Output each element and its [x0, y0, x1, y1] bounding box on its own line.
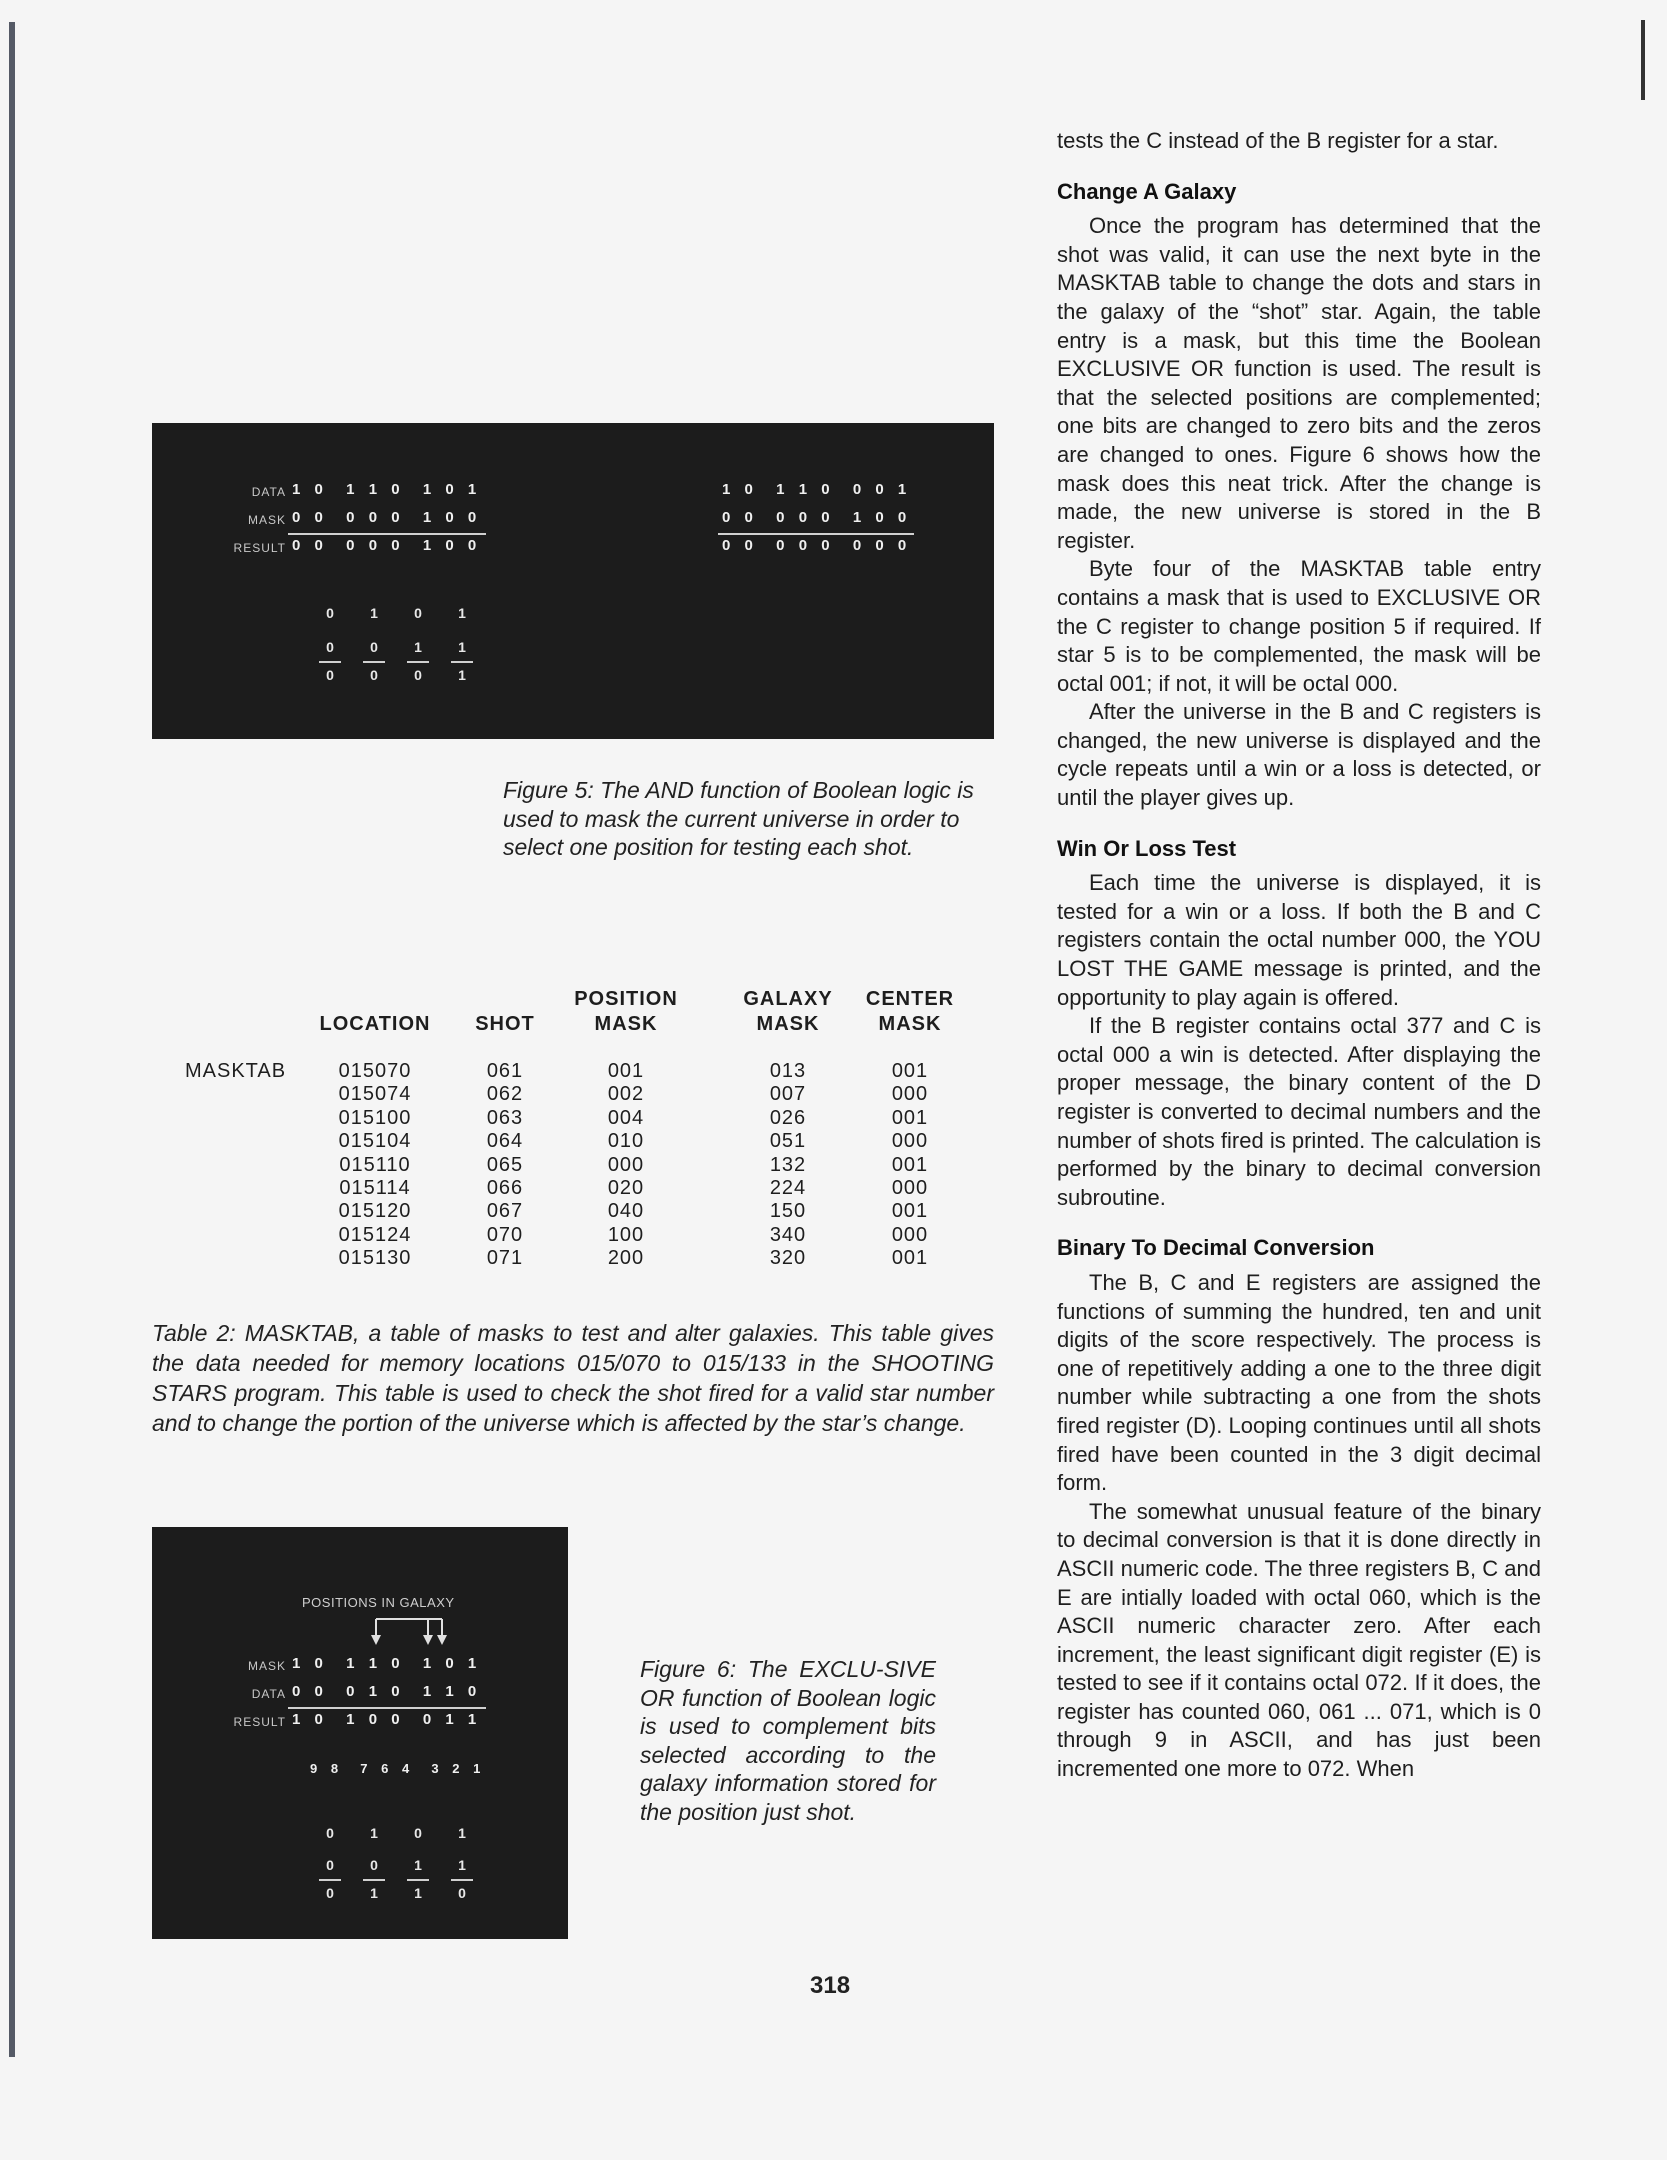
- table-cell-center: 000: [891, 1177, 929, 1199]
- table-cell-position: 020: [607, 1177, 645, 1199]
- table-cell-position: 004: [607, 1106, 645, 1129]
- table-cell-galaxy: 026: [769, 1106, 807, 1129]
- fig6-truth-r3c3: 1: [414, 1885, 422, 1901]
- fig5-truth-r3c2: 0: [370, 667, 378, 683]
- table-cell-galaxy: 132: [769, 1153, 807, 1176]
- fig5-truth-r2c4: 1: [458, 639, 466, 655]
- fig5-truth-r1c4: 1: [458, 605, 466, 621]
- header-center-top: CENTER: [865, 988, 955, 1010]
- fig5-result-bits-right: 0 0 0 0 0 0 0 0: [722, 537, 912, 554]
- fig6-label-data: DATA: [251, 1687, 286, 1701]
- fig6-truth-r2c4: 1: [458, 1857, 466, 1873]
- binary-decimal-paragraph-1: The B, C and E registers are assigned the functions of summing the hundred, ten and unit digits of the score respectively. The process is one of repetitively adding a one to the three digit number while subtracting a one from the shots fired register (D). Looping continues until all shots fired have been counted in the 3 digit decimal form.: [1057, 1269, 1541, 1496]
- header-galaxy-bottom: MASK: [756, 1013, 820, 1035]
- table-cell-center: 001: [891, 1060, 929, 1082]
- fig6-truth-r3c2: 1: [370, 1885, 378, 1901]
- win-loss-paragraph-2: If the B register contains octal 377 and C is octal 000 a win is detected. After displaying the proper message, the binary content of the D register is converted to decimal numbers and the number of shots fired is printed. The calculation is performed by the binary to decimal conversion subroutine.: [1057, 1013, 1541, 1210]
- fig6-truth-r2c2: 0: [370, 1857, 378, 1873]
- fig5-truth-r3c1: 0: [326, 667, 334, 683]
- table-cell-galaxy: 007: [769, 1083, 807, 1106]
- fig6-position-numbers: 9 8 7 6 4 3 2 1: [310, 1761, 486, 1776]
- header-position-top: POSITION: [574, 988, 678, 1010]
- table-cell-location: 015120: [338, 1200, 412, 1223]
- table-cell-center: 000: [891, 1083, 929, 1106]
- fig6-mask-bits: 1 0 1 1 0 1 0 1: [292, 1655, 482, 1672]
- fig6-truth-rule-2: [363, 1879, 385, 1881]
- table-cell-center: 001: [891, 1153, 929, 1176]
- fig5-rule-left: [288, 533, 486, 535]
- table-cell-shot: 063: [486, 1106, 524, 1129]
- table-cell-position: 040: [607, 1200, 645, 1223]
- figure-6-caption: Figure 6: The EXCLU-SIVE OR function of Boolean logic is used to complement bits selected according to the galaxy information stored for the position just shot.: [640, 1656, 936, 1825]
- fig6-truth-r1c3: 0: [414, 1825, 422, 1841]
- table-cell-galaxy: 150: [769, 1200, 807, 1223]
- fig5-truth-r2c2: 0: [370, 639, 378, 655]
- header-position-bottom: MASK: [594, 1013, 658, 1035]
- heading-win-or-loss-test: Win Or Loss Test: [1057, 835, 1237, 861]
- fig5-truth-rule-2: [363, 661, 385, 663]
- fig5-truth-r1c3: 0: [414, 605, 422, 621]
- intro-paragraph: tests the C instead of the B register for a star.: [1057, 128, 1499, 153]
- change-galaxy-paragraph-1: Once the program has determined that the shot was valid, it can use the next byte in the MASKTAB table to change the dots and stars in the galaxy of the “shot” star. Again, the table entry is a mask, but this time the Boolean EXCLUSIVE OR function is used. The result is that the selected positions are complemented; one bits are changed to zero bits and the zeros are changed to ones. Figure 6 shows how the mask does this neat trick. After the change is made, the new universe is stored in the B register.: [1057, 213, 1541, 553]
- fig5-label-mask: MASK: [247, 513, 286, 527]
- change-galaxy-paragraph-3: After the universe in the B and C registers is changed, the new universe is displayed and the cycle repeats until a win or a loss is detected, or until the player gives up.: [1057, 699, 1541, 811]
- table-cell-galaxy: 013: [769, 1060, 807, 1082]
- table-cell-center: 000: [891, 1223, 929, 1246]
- fig6-data-bits: 0 0 0 1 0 1 1 0: [292, 1683, 482, 1700]
- figure-6-panel: [152, 1527, 568, 1939]
- change-galaxy-paragraph-2: Byte four of the MASKTAB table entry contains a mask that is used to EXCLUSIVE OR the C register to change position 5 if required. If star 5 is to be complemented, the mask will be octal 001; if not, it will be octal 000.: [1057, 556, 1541, 696]
- header-shot: SHOT: [475, 1013, 535, 1035]
- fig5-rule-right: [718, 533, 914, 535]
- table-cell-shot: 061: [486, 1060, 524, 1082]
- table-cell-location: 015114: [339, 1177, 411, 1199]
- table-cell-position: 010: [607, 1130, 645, 1153]
- fig5-truth-rule-3: [407, 661, 429, 663]
- table-cell-center: 000: [891, 1130, 929, 1153]
- fig6-truth-r1c2: 1: [370, 1825, 378, 1841]
- fig5-label-data: DATA: [251, 485, 286, 499]
- fig5-data-bits-right: 1 0 1 1 0 0 0 1: [722, 481, 912, 498]
- left-margin-rule: [9, 22, 15, 2057]
- fig5-truth-r3c4: 1: [458, 667, 466, 683]
- table-cell-shot: 066: [486, 1177, 524, 1199]
- header-location: LOCATION: [319, 1013, 431, 1035]
- table-cell-location: 015130: [338, 1247, 412, 1270]
- table-cell-position: 200: [607, 1247, 645, 1270]
- table-cell-position: 100: [607, 1223, 645, 1246]
- figure-5-panel: [152, 423, 994, 739]
- fig5-mask-bits-right: 0 0 0 0 0 1 0 0: [722, 509, 912, 526]
- table-cell-position: 001: [607, 1060, 645, 1082]
- table-cell-location: 015074: [338, 1083, 412, 1106]
- fig6-truth-r1c4: 1: [458, 1825, 466, 1841]
- fig6-truth-r2c3: 1: [414, 1857, 422, 1873]
- table-row-label: MASKTAB: [185, 1060, 287, 1082]
- fig6-rule: [288, 1707, 486, 1709]
- heading-change-a-galaxy: Change A Galaxy: [1057, 178, 1237, 204]
- fig6-result-bits: 1 0 1 0 0 0 1 1: [292, 1711, 482, 1728]
- table-cell-galaxy: 224: [769, 1177, 807, 1199]
- fig6-label-result: RESULT: [233, 1715, 286, 1729]
- table-cell-location: 015100: [338, 1106, 412, 1129]
- table-2-caption: Table 2: MASKTAB, a table of masks to test and alter galaxies. This table gives the data needed for memory locations 015/070 to 015/133 in the SHOOTING STARS program. This table is used to check the shot fired for a valid star number and to change the portion of the universe which is affected by the star’s change.: [152, 1320, 994, 1436]
- fig6-label-mask: MASK: [247, 1659, 286, 1673]
- fig5-truth-r2c3: 1: [414, 639, 422, 655]
- table-cell-center: 001: [891, 1247, 929, 1270]
- fig6-truth-r1c1: 0: [326, 1825, 334, 1841]
- fig5-truth-r1c1: 0: [326, 605, 334, 621]
- binary-decimal-paragraph-2: The somewhat unusual feature of the binary to decimal conversion is that it is done directly in ASCII numeric code. The three registers B, C and E are intially loaded with octal 060, which is the ASCII numeric character zero. After each increment, the least significant digit register (E) is tested to see if it contains octal 072. If it does, the register has counted 060, 061 ... 071, which is 0 through 9 in ASCII, and has just been incremented one more to 072. When: [1057, 1498, 1541, 1782]
- table-cell-shot: 070: [486, 1223, 524, 1246]
- table-cell-galaxy: 340: [769, 1223, 807, 1246]
- table-cell-center: 001: [891, 1106, 929, 1129]
- fig6-truth-r2c1: 0: [326, 1857, 334, 1873]
- header-galaxy-top: GALAXY: [743, 988, 833, 1010]
- fig6-truth-rule-3: [407, 1879, 429, 1881]
- fig6-truth-r3c1: 0: [326, 1885, 334, 1901]
- fig6-truth-rule-1: [319, 1879, 341, 1881]
- fig6-truth-r3c4: 0: [458, 1885, 466, 1901]
- table-cell-shot: 067: [486, 1200, 524, 1223]
- table-cell-position: 002: [607, 1083, 645, 1106]
- fig5-data-bits-left: 1 0 1 1 0 1 0 1: [292, 481, 482, 498]
- table-cell-center: 001: [891, 1200, 929, 1223]
- fig5-result-bits-left: 0 0 0 0 0 1 0 0: [292, 537, 482, 554]
- table-cell-location: 015110: [339, 1153, 411, 1176]
- fig5-truth-r1c2: 1: [370, 605, 378, 621]
- table-cell-shot: 065: [486, 1153, 524, 1176]
- right-margin-rule: [1641, 20, 1645, 100]
- fig6-arrows-icon: [352, 1613, 472, 1651]
- fig5-label-result: RESULT: [233, 541, 286, 555]
- page-number: 318: [810, 1972, 851, 1999]
- figure-5-caption: Figure 5: The AND function of Boolean logic is used to mask the current universe in order to select one position for testing each shot.: [503, 777, 974, 860]
- table-cell-galaxy: 320: [769, 1247, 807, 1270]
- right-column-text: [1057, 127, 1541, 1784]
- table-cell-location: 015124: [338, 1223, 412, 1246]
- fig5-truth-r2c1: 0: [326, 639, 334, 655]
- heading-binary-to-decimal: Binary To Decimal Conversion: [1057, 1235, 1375, 1261]
- fig6-truth-rule-4: [451, 1879, 473, 1881]
- fig5-truth-rule-1: [319, 661, 341, 663]
- table-cell-galaxy: 051: [769, 1130, 807, 1153]
- table-cell-shot: 064: [486, 1130, 524, 1153]
- table-cell-location: 015070: [338, 1060, 412, 1082]
- fig5-mask-bits-left: 0 0 0 0 0 1 0 0: [292, 509, 482, 526]
- fig6-positions-label: POSITIONS IN GALAXY: [302, 1595, 455, 1610]
- table-cell-position: 000: [607, 1153, 645, 1176]
- table-cell-shot: 071: [486, 1247, 524, 1270]
- table-cell-location: 015104: [338, 1130, 412, 1153]
- fig5-truth-rule-4: [451, 661, 473, 663]
- table-cell-shot: 062: [486, 1083, 524, 1106]
- header-center-bottom: MASK: [878, 1013, 942, 1035]
- win-loss-paragraph-1: Each time the universe is displayed, it is tested for a win or a loss. If both the B and C registers contain the octal number 000, the YOU LOST THE GAME message is printed, and the opportunity to play again is offered.: [1057, 870, 1541, 1010]
- fig5-truth-r3c3: 0: [414, 667, 422, 683]
